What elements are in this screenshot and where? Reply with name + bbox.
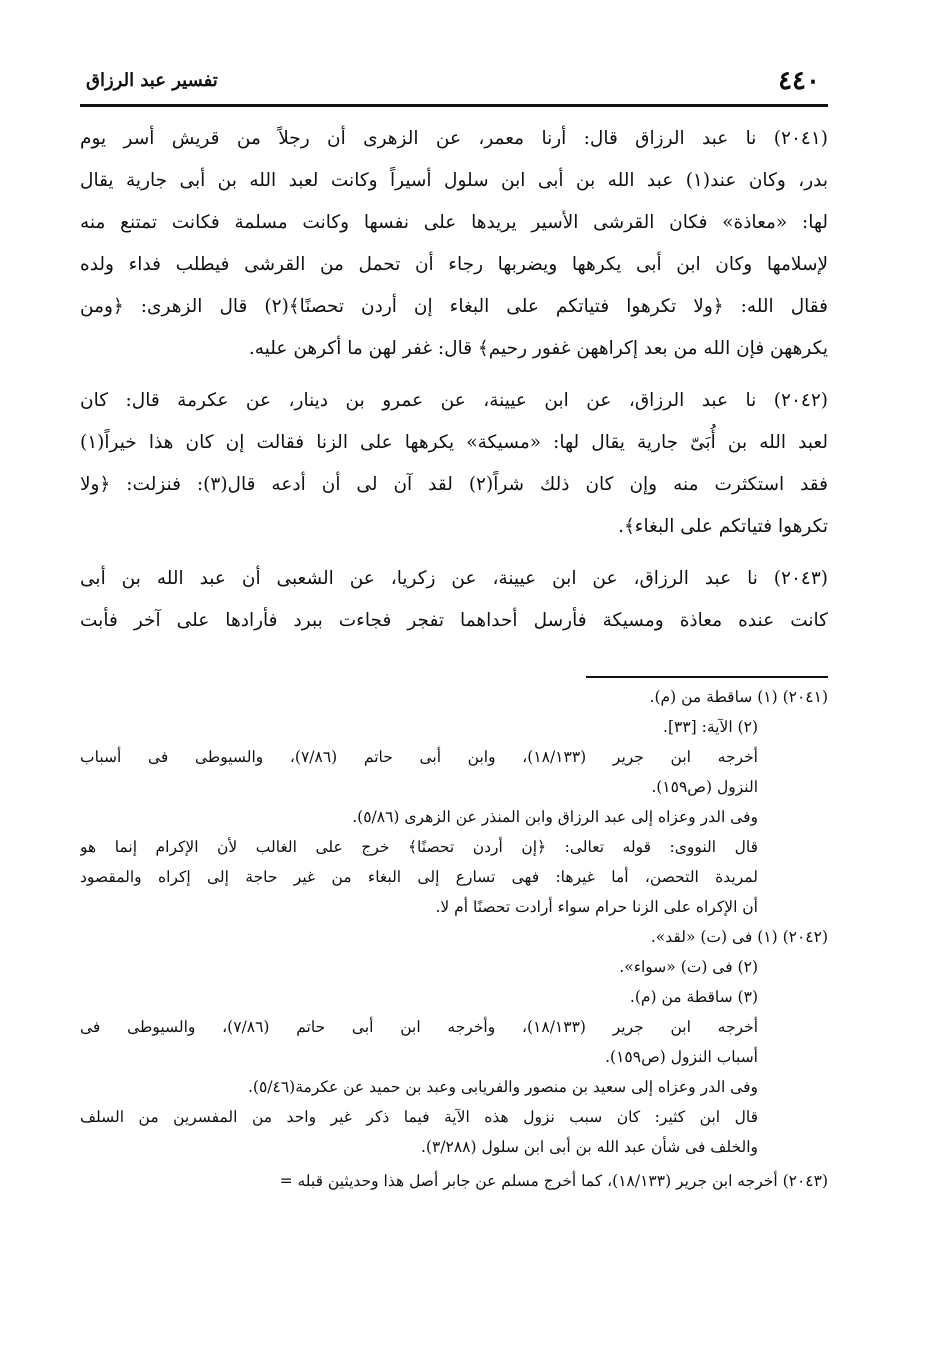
footnote-line: (٢٠٤٣) أخرجه ابن جرير (١٨/١٣٣)، كما أخرج مسلم عن جابر أصل هذا وحديثين قبله = <box>279 1172 828 1190</box>
running-title: تفسير عبد الرزاق <box>86 70 218 91</box>
page-header <box>82 66 826 102</box>
footnote-line: وفى الدر وعزاه إلى عبد الرزاق وابن المنذر عن الزهرى (٥/٨٦). <box>352 808 758 826</box>
text-line: بدر، وكان عند(١) عبد الله بن أبى ابن سلول أسيراً وكانت لعبد الله بن أبى جارية يقال <box>80 170 828 191</box>
footnote-line: لمريدة التحصن، أما غيرها: فهى تسارع إلى البغاء من غير حاجة إلى إكراه والمقصود <box>80 868 758 886</box>
text-line: يكرههن فإن الله من بعد إكراههن غفور رحيم﴾ قال: غفر لهن ما أكرهن عليه. <box>248 338 828 359</box>
hadith-2043 <box>80 558 828 642</box>
text-line: فقال الله: ﴿ولا تكرهوا فتياتكم على البغاء إن أردن تحصنًا﴾(٢) قال الزهرى: ﴿ومن <box>80 296 828 317</box>
text-line: فقد استكثرت منه وإن كان ذلك شراً(٢) لقد آن لى أن أدعه قال(٣): فنزلت: ﴿ولا <box>80 474 828 495</box>
hadith-2041 <box>80 118 828 370</box>
footnote-line: النزول (ص١٥٩). <box>651 778 758 796</box>
footnote-line: (٢٠٤٢) (١) فى (ت) «لقد». <box>650 928 828 946</box>
footnote-line: والخلف فى شأن عبد الله بن أبى ابن سلول (٣/٢٨٨). <box>420 1138 758 1156</box>
text-line: لعبد الله بن أُبَىّ جارية يقال لها: «مسيكة» يكرهها على الزنا فقالت إن كان هذا خيراً(١) <box>80 432 828 453</box>
text-line: (٢٠٤٣) نا عبد الرزاق، عن ابن عيينة، عن زكريا، عن الشعبى أن عبد الله بن أبى <box>80 568 828 589</box>
footnote-divider <box>586 676 828 678</box>
text-line: تكرهوا فتياتكم على البغاء﴾. <box>618 516 828 537</box>
text-line: لها: «معاذة» فكان القرشى الأسير يريدها على نفسها وكانت مسلمة فكانت تمتنع منه <box>80 212 828 233</box>
footnote-line: أسباب النزول (ص١٥٩). <box>605 1048 758 1066</box>
footnote-line: أخرجه ابن جرير (١٨/١٣٣)، وأخرجه ابن أبى حاتم (٧/٨٦)، والسيوطى فى <box>80 1018 758 1036</box>
footnote-line: أن الإكراه على الزنا حرام سواء أرادت تحصنًا أم لا. <box>435 898 758 916</box>
header-divider <box>80 104 828 107</box>
text-line: لإسلامها وكان ابن أبى يكرهها ويضربها رجاء أن تحمل من القرشى فيطلب فداء ولده <box>80 254 828 275</box>
footnote-line: (٢) الآية: [٣٣]. <box>663 718 758 736</box>
footnote-line: (٣) ساقطة من (م). <box>629 988 758 1006</box>
footnote-line: وفى الدر وعزاه إلى سعيد بن منصور والفريابى وعبد بن حميد عن عكرمة(٥/٤٦). <box>247 1078 758 1096</box>
text-line: كانت عنده معاذة ومسيكة فأرسل أحداهما تفجر فجاءت ببرد فأرادها على آخر فأبت <box>80 610 828 631</box>
footnote-line: (٢) فى (ت) «سواء». <box>619 958 758 976</box>
main-text <box>80 118 828 652</box>
page-number: ٤٤٠ <box>778 66 820 96</box>
text-line: (٢٠٤١) نا عبد الرزاق قال: أرنا معمر، عن الزهرى أن رجلاً من قريش أسر يوم <box>80 128 828 149</box>
footnote-line: أخرجه ابن جرير (١٨/١٣٣)، وابن أبى حاتم (٧/٨٦)، والسيوطى فى أسباب <box>80 748 758 766</box>
footnote-line: (٢٠٤١) (١) ساقطة من (م). <box>649 688 828 706</box>
footnotes <box>80 682 828 1196</box>
hadith-2042 <box>80 380 828 548</box>
footnote-line: قال النووى: قوله تعالى: ﴿إن أردن تحصنًا﴾ خرج على الغالب لأن الإكرام إنما هو <box>80 838 758 856</box>
footnote-line: قال ابن كثير: كان سبب نزول هذه الآية فيما ذكر غير واحد من المفسرين من السلف <box>80 1108 758 1126</box>
text-line: (٢٠٤٢) نا عبد الرزاق، عن ابن عيينة، عن عمرو بن دينار، عن عكرمة قال: كان <box>80 390 828 411</box>
